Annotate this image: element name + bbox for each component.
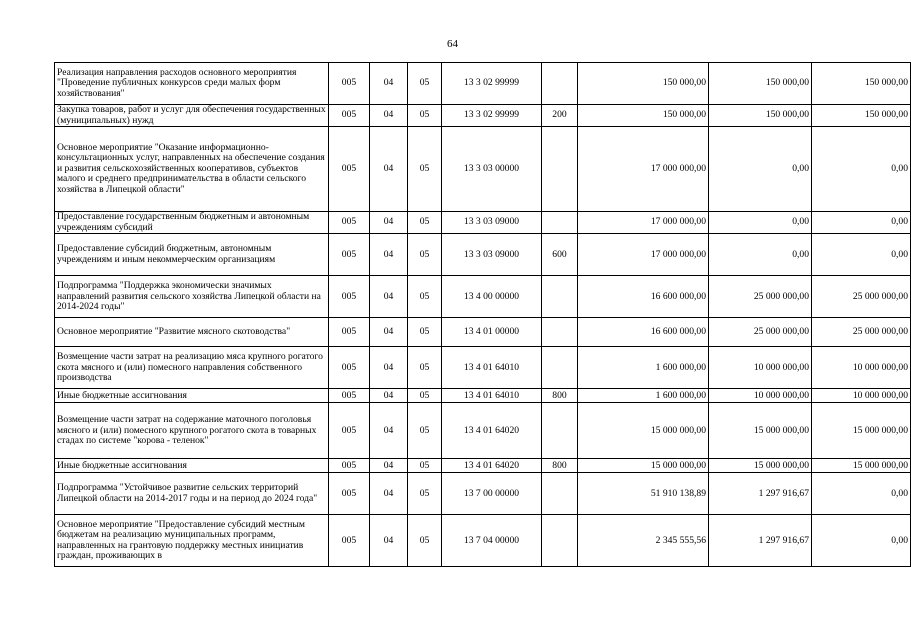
sum-year-1-cell: 15 000 000,00 [578,403,709,459]
expense-type-cell: 800 [542,389,578,403]
subsection-code-cell: 05 [408,318,442,347]
row-name-cell: Основное мероприятие "Предоставление субсидий местным бюджетам на реализацию муниципальных программ, направленных на грантовую поддержку местных инициатив граждан, проживающих в [55,515,329,567]
sum-year-1-cell: 15 000 000,00 [578,459,709,473]
section-code-cell: 04 [370,389,408,403]
sum-year-2-cell: 1 297 916,67 [709,473,812,515]
sum-year-3-cell: 0,00 [812,212,911,234]
sum-year-3-cell: 10 000 000,00 [812,389,911,403]
expense-type-cell [542,318,578,347]
admin-code-cell: 005 [329,347,370,389]
target-article-cell: 13 4 01 64020 [442,459,542,473]
section-code-cell: 04 [370,105,408,127]
subsection-code-cell: 05 [408,127,442,212]
expense-type-cell: 800 [542,459,578,473]
subsection-code-cell: 05 [408,276,442,318]
section-code-cell: 04 [370,473,408,515]
table-row [55,127,911,212]
sum-year-3-cell: 0,00 [812,515,911,567]
target-article-cell: 13 4 01 00000 [442,318,542,347]
admin-code-cell: 005 [329,63,370,105]
sum-year-1-cell: 150 000,00 [578,105,709,127]
admin-code-cell: 005 [329,127,370,212]
expense-type-cell [542,127,578,212]
subsection-code-cell: 05 [408,515,442,567]
sum-year-2-cell: 25 000 000,00 [709,276,812,318]
sum-year-2-cell: 150 000,00 [709,63,812,105]
row-name-cell: Основное мероприятие "Развитие мясного скотоводства" [55,318,329,347]
section-code-cell: 04 [370,347,408,389]
row-name-cell: Подпрограмма "Устойчивое развитие сельских территорий Липецкой области на 2014-2017 годы и на период до 2024 года" [55,473,329,515]
sum-year-3-cell: 25 000 000,00 [812,318,911,347]
target-article-cell: 13 3 02 99999 [442,63,542,105]
subsection-code-cell: 05 [408,63,442,105]
row-name-cell: Возмещение части затрат на содержание маточного поголовья мясного и (или) помесного крупного рогатого скота в товарных стадах по системе "корова - теленок" [55,403,329,459]
target-article-cell: 13 4 00 00000 [442,276,542,318]
admin-code-cell: 005 [329,473,370,515]
target-article-cell: 13 4 01 64020 [442,403,542,459]
table-row [55,63,911,105]
sum-year-2-cell: 1 297 916,67 [709,515,812,567]
sum-year-1-cell: 17 000 000,00 [578,127,709,212]
sum-year-3-cell: 150 000,00 [812,105,911,127]
row-name-cell: Основное мероприятие "Оказание информационно-консультационных услуг, направленных на обеспечение создания и развития сельскохозяйственных кооперативов, субъектов малого и среднего предпринимательства в области сельского хозяйства в Липецкой области" [55,127,329,212]
table-row [55,276,911,318]
sum-year-3-cell: 15 000 000,00 [812,459,911,473]
admin-code-cell: 005 [329,276,370,318]
sum-year-3-cell: 0,00 [812,234,911,276]
page-number: 64 [447,38,458,50]
admin-code-cell: 005 [329,389,370,403]
table-row [55,403,911,459]
expense-type-cell: 200 [542,105,578,127]
subsection-code-cell: 05 [408,234,442,276]
row-name-cell: Иные бюджетные ассигнования [55,389,329,403]
section-code-cell: 04 [370,127,408,212]
section-code-cell: 04 [370,234,408,276]
target-article-cell: 13 7 00 00000 [442,473,542,515]
target-article-cell: 13 3 03 09000 [442,212,542,234]
subsection-code-cell: 05 [408,403,442,459]
section-code-cell: 04 [370,212,408,234]
sum-year-1-cell: 1 600 000,00 [578,347,709,389]
table-row [55,515,911,567]
expense-type-cell [542,403,578,459]
sum-year-3-cell: 10 000 000,00 [812,347,911,389]
target-article-cell: 13 3 03 09000 [442,234,542,276]
expense-type-cell [542,212,578,234]
sum-year-2-cell: 10 000 000,00 [709,347,812,389]
admin-code-cell: 005 [329,403,370,459]
sum-year-2-cell: 25 000 000,00 [709,318,812,347]
sum-year-2-cell: 10 000 000,00 [709,389,812,403]
admin-code-cell: 005 [329,212,370,234]
sum-year-3-cell: 25 000 000,00 [812,276,911,318]
row-name-cell: Иные бюджетные ассигнования [55,459,329,473]
sum-year-1-cell: 16 600 000,00 [578,276,709,318]
row-name-cell: Предоставление субсидий бюджетным, автономным учреждениям и иным некоммерческим организациям [55,234,329,276]
section-code-cell: 04 [370,403,408,459]
expense-type-cell [542,515,578,567]
subsection-code-cell: 05 [408,212,442,234]
sum-year-2-cell: 0,00 [709,127,812,212]
table-row [55,234,911,276]
subsection-code-cell: 05 [408,459,442,473]
sum-year-1-cell: 51 910 138,89 [578,473,709,515]
section-code-cell: 04 [370,459,408,473]
section-code-cell: 04 [370,63,408,105]
admin-code-cell: 005 [329,318,370,347]
target-article-cell: 13 3 02 99999 [442,105,542,127]
row-name-cell: Реализация направления расходов основного мероприятия "Проведение публичных конкурсов среди малых форм хозяйствования" [55,63,329,105]
sum-year-1-cell: 2 345 555,56 [578,515,709,567]
subsection-code-cell: 05 [408,347,442,389]
target-article-cell: 13 7 04 00000 [442,515,542,567]
table-body [55,63,911,567]
section-code-cell: 04 [370,276,408,318]
sum-year-2-cell: 150 000,00 [709,105,812,127]
expense-type-cell [542,276,578,318]
table-row [55,347,911,389]
target-article-cell: 13 4 01 64010 [442,347,542,389]
sum-year-1-cell: 1 600 000,00 [578,389,709,403]
table-row [55,318,911,347]
admin-code-cell: 005 [329,515,370,567]
target-article-cell: 13 4 01 64010 [442,389,542,403]
subsection-code-cell: 05 [408,473,442,515]
expense-type-cell [542,63,578,105]
table-row [55,212,911,234]
expense-type-cell [542,473,578,515]
sum-year-3-cell: 0,00 [812,473,911,515]
subsection-code-cell: 05 [408,105,442,127]
sum-year-1-cell: 150 000,00 [578,63,709,105]
sum-year-2-cell: 0,00 [709,212,812,234]
table-row [55,105,911,127]
sum-year-3-cell: 15 000 000,00 [812,403,911,459]
budget-table [54,62,911,567]
row-name-cell: Закупка товаров, работ и услуг для обеспечения государственных (муниципальных) нужд [55,105,329,127]
table-row [55,389,911,403]
row-name-cell: Возмещение части затрат на реализацию мяса крупного рогатого скота мясного и (или) помесного направления собственного производства [55,347,329,389]
table-row [55,459,911,473]
sum-year-1-cell: 17 000 000,00 [578,234,709,276]
admin-code-cell: 005 [329,234,370,276]
subsection-code-cell: 05 [408,389,442,403]
sum-year-2-cell: 15 000 000,00 [709,403,812,459]
table-row [55,473,911,515]
admin-code-cell: 005 [329,459,370,473]
admin-code-cell: 005 [329,105,370,127]
row-name-cell: Подпрограмма "Поддержка экономически значимых направлений развития сельского хозяйства Липецкой области на 2014-2024 годы" [55,276,329,318]
sum-year-3-cell: 0,00 [812,127,911,212]
section-code-cell: 04 [370,515,408,567]
sum-year-1-cell: 17 000 000,00 [578,212,709,234]
row-name-cell: Предоставление государственным бюджетным и автономным учреждениям субсидий [55,212,329,234]
sum-year-3-cell: 150 000,00 [812,63,911,105]
expense-type-cell [542,347,578,389]
section-code-cell: 04 [370,318,408,347]
target-article-cell: 13 3 03 00000 [442,127,542,212]
sum-year-2-cell: 15 000 000,00 [709,459,812,473]
expense-type-cell: 600 [542,234,578,276]
sum-year-2-cell: 0,00 [709,234,812,276]
sum-year-1-cell: 16 600 000,00 [578,318,709,347]
